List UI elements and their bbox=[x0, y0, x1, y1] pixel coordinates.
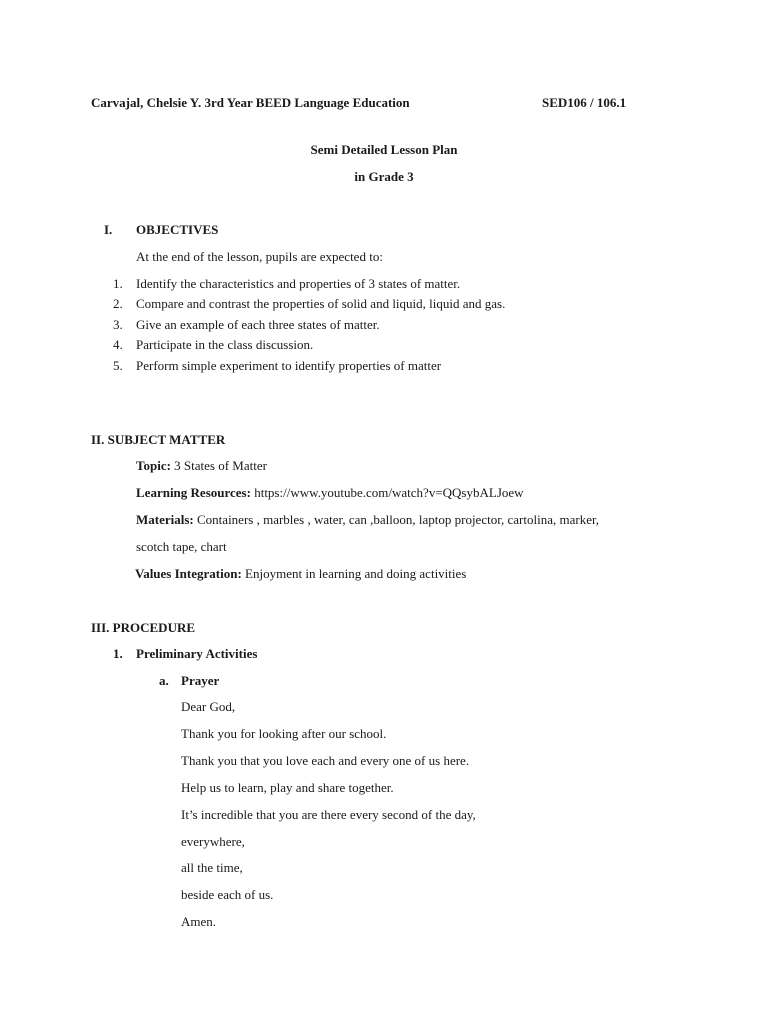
objectives-numeral: I. bbox=[104, 222, 113, 237]
materials-row bbox=[136, 513, 599, 526]
materials-value: Containers , marbles , water, can ,balloon, laptop projector, cartolina, marker, bbox=[197, 512, 600, 527]
procedure-heading: III. PROCEDURE bbox=[91, 620, 196, 635]
prayer-line: It’s incredible that you are there every second of the day, bbox=[181, 807, 476, 822]
topic-label: Topic: bbox=[136, 458, 171, 473]
materials-value-continued: scotch tape, chart bbox=[136, 539, 227, 554]
materials-label: Materials: bbox=[136, 512, 194, 527]
objective-item: Perform simple experiment to identify properties of matter bbox=[136, 358, 442, 373]
prayer-line: all the time, bbox=[181, 860, 243, 875]
objective-number: 3. bbox=[113, 317, 123, 332]
topic-row bbox=[136, 459, 267, 472]
prayer-line: everywhere, bbox=[181, 834, 245, 849]
resources-label: Learning Resources: bbox=[136, 485, 251, 500]
course-code: SED106 / 106.1 bbox=[542, 95, 627, 110]
objective-item: Give an example of each three states of matter. bbox=[136, 317, 380, 332]
objective-item: Participate in the class discussion. bbox=[136, 337, 314, 352]
objective-item: Identify the characteristics and properties of 3 states of matter. bbox=[136, 276, 461, 291]
objective-number: 1. bbox=[113, 276, 123, 291]
prayer-line: Thank you for looking after our school. bbox=[181, 726, 387, 741]
values-value: Enjoyment in learning and doing activities bbox=[245, 566, 467, 581]
prayer-line: Thank you that you love each and every one of us here. bbox=[181, 753, 470, 768]
prayer-line: Dear God, bbox=[181, 699, 236, 714]
objectives-heading: OBJECTIVES bbox=[136, 222, 219, 237]
document-title: Semi Detailed Lesson Plan bbox=[310, 142, 458, 157]
objectives-intro: At the end of the lesson, pupils are expected to: bbox=[136, 249, 383, 264]
values-label: Values Integration: bbox=[135, 566, 242, 581]
author-line: Carvajal, Chelsie Y. 3rd Year BEED Language Education bbox=[91, 95, 410, 110]
values-row bbox=[135, 567, 466, 580]
objective-number: 4. bbox=[113, 337, 123, 352]
objective-number: 2. bbox=[113, 296, 123, 311]
prayer-heading: Prayer bbox=[181, 673, 220, 688]
objective-item: Compare and contrast the properties of solid and liquid, liquid and gas. bbox=[136, 296, 506, 311]
resources-value: https://www.youtube.com/watch?v=QQsybALJoew bbox=[254, 485, 524, 500]
prayer-line: Amen. bbox=[181, 914, 217, 929]
subject-matter-heading: II. SUBJECT MATTER bbox=[91, 432, 226, 447]
objective-number: 5. bbox=[113, 358, 123, 373]
procedure-sub-heading: Preliminary Activities bbox=[136, 646, 258, 661]
resources-row bbox=[136, 486, 524, 499]
topic-value: 3 States of Matter bbox=[174, 458, 267, 473]
prayer-letter: a. bbox=[159, 673, 169, 688]
procedure-sub-number: 1. bbox=[113, 646, 123, 661]
prayer-line: Help us to learn, play and share together. bbox=[181, 780, 394, 795]
document-subtitle: in Grade 3 bbox=[354, 169, 414, 184]
prayer-line: beside each of us. bbox=[181, 887, 274, 902]
